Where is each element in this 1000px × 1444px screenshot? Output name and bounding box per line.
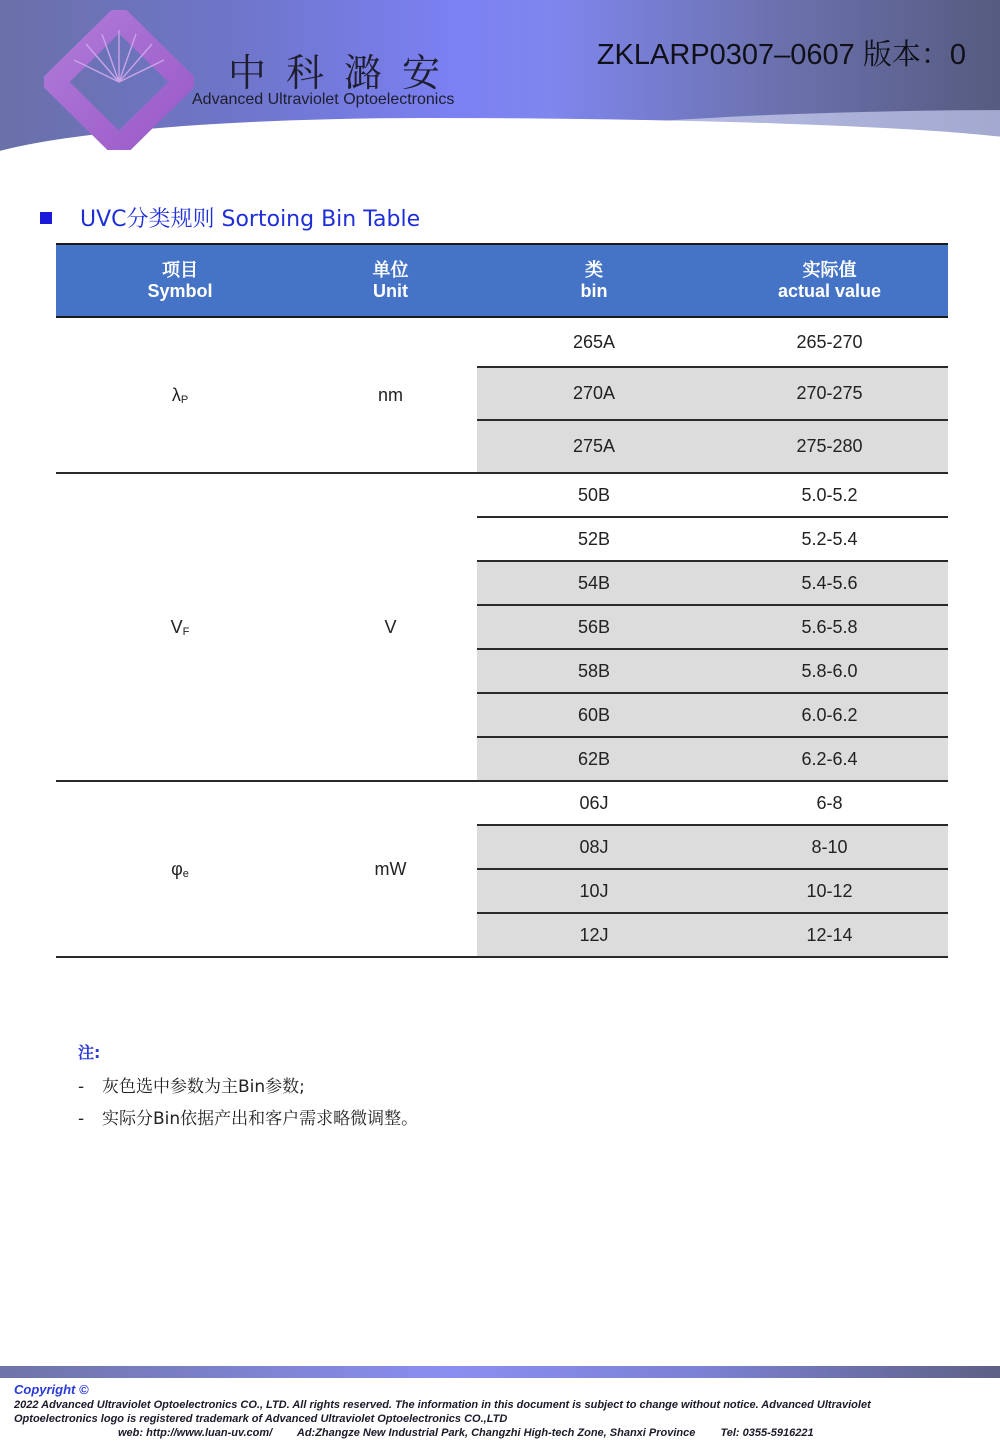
table-row [56,781,948,825]
value-cell: 5.0-5.2 [711,473,948,517]
footer [14,1382,994,1440]
bin-cell: 56B [477,605,711,649]
value-cell: 5.8-6.0 [711,649,948,693]
bin-cell: 50B [477,473,711,517]
brand-name-en: Advanced Ultraviolet Optoelectronics [192,91,455,108]
symbol-cell: λP [56,317,304,473]
footer-web-link[interactable]: web: http://www.luan-uv.com/ [118,1427,273,1439]
footer-line-1: 2022 Advanced Ultraviolet Optoelectronics CO., LTD. All rights reserved. The information in this document is subject to change without notice. Advanced Ultraviolet [14,1399,871,1411]
footer-bar [0,1366,1000,1378]
bin-cell: 58B [477,649,711,693]
bin-cell: 275A [477,420,711,473]
brand-name-cn: 中科潞安 [228,51,461,95]
footer-contact [14,1426,994,1440]
value-cell: 5.6-5.8 [711,605,948,649]
value-cell: 5.2-5.4 [711,517,948,561]
note-item: - 实际分Bin依据产出和客户需求略微调整。 [78,1109,419,1129]
table-row [56,317,948,367]
header-actual-value: 实际值 actual value [711,244,948,317]
copyright-label: Copyright © [14,1382,89,1397]
value-cell: 6-8 [711,781,948,825]
value-cell: 12-14 [711,913,948,957]
unit-cell: nm [304,317,477,473]
symbol-cell: φe [56,781,304,957]
header-unit: 单位 Unit [304,244,477,317]
value-cell: 5.4-5.6 [711,561,948,605]
value-cell: 10-12 [711,869,948,913]
bin-cell: 54B [477,561,711,605]
footer-tel: Tel: 0355-5916221 [720,1427,814,1439]
table-row [56,473,948,517]
unit-cell: mW [304,781,477,957]
unit-cell: V [304,473,477,781]
square-bullet-icon [40,212,52,224]
bin-cell: 06J [477,781,711,825]
value-cell: 6.0-6.2 [711,693,948,737]
notes [78,1040,418,1131]
value-cell: 265-270 [796,331,863,352]
bin-cell: 270A [477,367,711,420]
section-title [40,202,420,233]
value-cell: 6.2-6.4 [711,737,948,781]
header-symbol: 项目 Symbol [56,244,304,317]
bin-cell: 52B [477,517,711,561]
footer-address: Ad:Zhangze New Industrial Park, Changzhi High-tech Zone, Shanxi Province [296,1427,696,1439]
bin-cell: 08J [477,825,711,869]
bin-cell: 12J [477,913,711,957]
bin-cell: 10J [477,869,711,913]
company-logo-icon [44,10,194,150]
bin-cell: 62B [477,737,711,781]
value-cell: 275-280 [711,420,948,473]
header-bin: 类 bin [477,244,711,317]
bin-cell: 60B [477,693,711,737]
bin-table [56,243,948,958]
value-cell: 8-10 [711,825,948,869]
note-item: - 灰色选中参数为主Bin参数; [78,1077,305,1097]
footer-line-2: Optoelectronics logo is registered trademark of Advanced Ultraviolet Optoelectronics CO.,LTD [14,1413,508,1425]
bin-cell: 265A [572,331,616,352]
notes-title: 注: [78,1043,101,1062]
table-header-row [56,244,948,317]
section-title-text: UVC分类规则 Sortoing Bin Table [80,207,421,232]
value-cell: 270-275 [711,367,948,420]
symbol-cell: VF [56,473,304,781]
document-id: ZKLARP0307–0607 版本：0 [596,39,966,71]
